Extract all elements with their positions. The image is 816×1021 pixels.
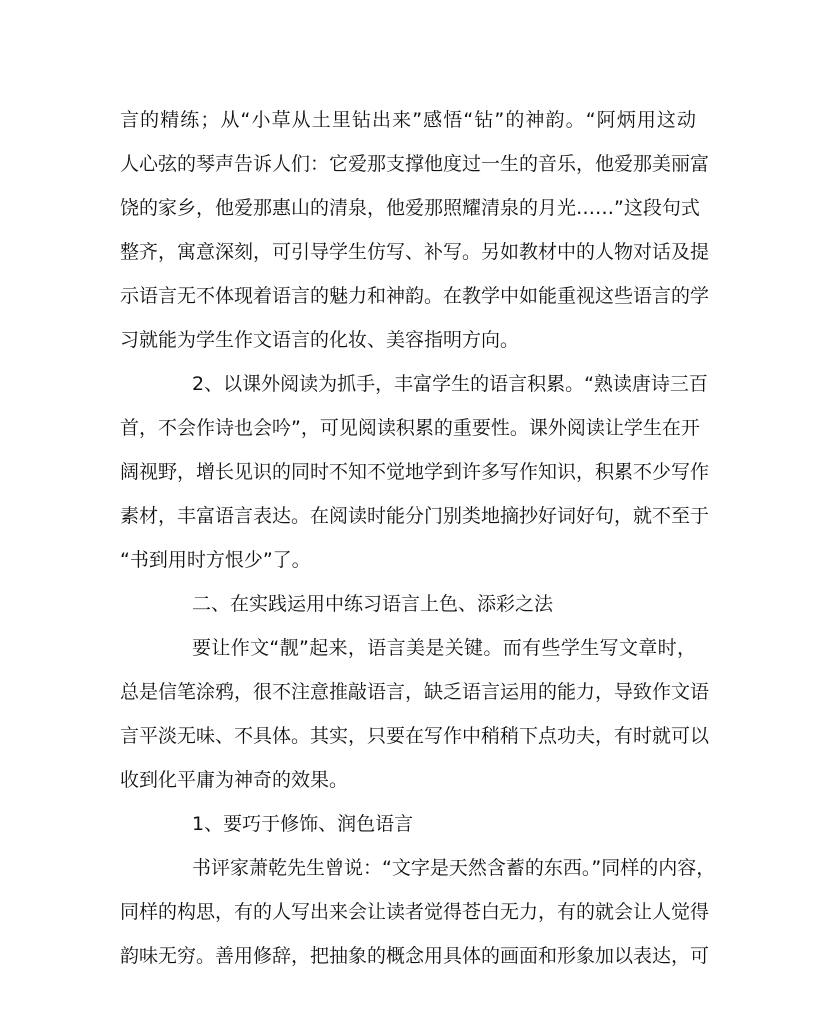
text-line: 人心弦的琴声告诉人们：它爱那支撑他度过一生的音乐，他爱那美丽富 xyxy=(120,153,710,175)
text-line: 言平淡无味、不具体。其实，只要在写作中稍稍下点功夫，有时就可以 xyxy=(120,725,710,747)
text-line: “书到用时方恨少”了。 xyxy=(120,549,311,571)
text-line: 韵味无穷。善用修辞，把抽象的概念用具体的画面和形象加以表达，可 xyxy=(120,945,710,967)
paragraph-first-line: 2、以课外阅读为抓手，丰富学生的语言积累。“熟读唐诗三百 xyxy=(192,373,708,395)
text-line: 阔视野，增长见识的同时不知不觉地学到许多写作知识，积累不少写作 xyxy=(120,461,710,483)
section-heading: 二、在实践运用中练习语言上色、添彩之法 xyxy=(192,593,554,615)
text-line: 收到化平庸为神奇的效果。 xyxy=(120,769,349,791)
text-line: 示语言无不体现着语言的魅力和神韵。在教学中如能重视这些语言的学 xyxy=(120,285,710,307)
text-line: 首，不会作诗也会吟”，可见阅读积累的重要性。课外阅读让学生在开 xyxy=(120,417,700,439)
text-line: 同样的构思，有的人写出来会让读者觉得苍白无力，有的就会让人觉得 xyxy=(120,901,710,923)
text-line: 饶的家乡，他爱那惠山的清泉，他爱那照耀清泉的月光……”这段句式 xyxy=(120,197,700,219)
text-line: 整齐，寓意深刻，可引导学生仿写、补写。另如教材中的人物对话及提 xyxy=(120,241,710,263)
paragraph-first-line: 书评家萧乾先生曾说：“文字是天然含蓄的东西。”同样的内容， xyxy=(192,857,716,879)
paragraph-first-line: 要让作文“靓”起来，语言美是关键。而有些学生写文章时， xyxy=(192,637,696,659)
subsection-heading: 1、要巧于修饰、润色语言 xyxy=(192,813,414,835)
text-line: 习就能为学生作文语言的化妆、美容指明方向。 xyxy=(120,329,520,351)
text-line: 言的精练；从“小草从土里钻出来”感悟“钻”的神韵。“阿炳用这动 xyxy=(120,109,696,131)
text-line: 总是信笔涂鸦，很不注意推敲语言，缺乏语言运用的能力，导致作文语 xyxy=(120,681,710,703)
text-line: 素材，丰富语言表达。在阅读时能分门别类地摘抄好词好句，就不至于 xyxy=(120,505,710,527)
